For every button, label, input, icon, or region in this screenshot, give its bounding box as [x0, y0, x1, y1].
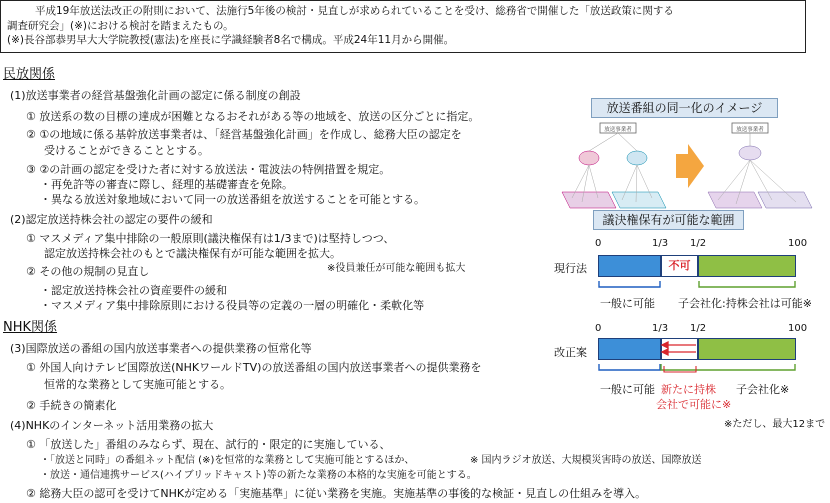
section-2-bullet-1: ・認定放送持株会社の資産要件の緩和: [40, 284, 227, 297]
section-1-item-1: ① 放送系の数の目標の達成が困難となるおそれがある等の地域を、放送の区分ごとに指定。: [26, 110, 480, 123]
area-left-a: [562, 192, 616, 208]
row-2-bar-general: [598, 338, 661, 360]
section-4-item-1: ① 「放送した」番組のみならず、現在、試行的・限定的に実施している、: [26, 438, 391, 451]
area-left-b: [612, 192, 666, 208]
arrow-icon: [676, 144, 704, 188]
intro-line-1: 平成19年放送法改正の附則において、法施行5年後の検討・見直しが求められていることを受け、総務省で開催した「放送政策に関する: [35, 5, 674, 17]
panel-1-title: 放送番組の同一化のイメージ: [591, 98, 778, 118]
heading-nhk: NHK関係: [3, 320, 58, 335]
section-2-item-1b: 認定放送持株会社のもとで議決権保有が可能な範囲を拡大。: [44, 247, 341, 260]
section-1-title: (1)放送事業者の経営基盤強化計画の認定に係る制度の創設: [10, 89, 301, 102]
row-2-bar-subsidiary: [698, 338, 796, 360]
area-right-b: [758, 192, 812, 208]
section-4-title: (4)NHKのインターネット活用業務の拡大: [10, 419, 214, 432]
panel-2-footnote: ※ただし、最大12まで: [724, 419, 826, 430]
row-2-under-mid-2: 会社で可能に※: [656, 398, 732, 411]
row-1-label: 現行法: [554, 262, 587, 275]
broadcaster-label-right: 放送事業者: [736, 127, 764, 133]
row-2-under-mid-1: 新たに持株: [661, 383, 716, 396]
row-1-brackets: [596, 279, 800, 291]
row-2-under-right: 子会社化※: [736, 383, 790, 396]
tick-100-row1: 100: [788, 238, 808, 249]
section-2-bullet-2: ・マスメディア集中排除原則における役員等の定義の一層の明確化・柔軟化等: [40, 299, 425, 312]
section-4-bullet-1: ・「放送と同時」の番組ネット配信 (※)を恒常的な業務として実施可能とするほか、: [40, 455, 415, 466]
tick-100-row2: 100: [788, 323, 808, 334]
row-2-brackets: [596, 362, 800, 374]
tick-0-row1: 0: [595, 238, 602, 249]
section-3-item-2: ② 手続きの簡素化: [26, 399, 117, 412]
row-1-bar-prohibited: [661, 255, 698, 277]
station-right: [739, 146, 761, 160]
row-1-prohibited-label: 不可: [668, 259, 691, 272]
intro-line-2: 調査研究会」(※)における検討を踏まえたもの。: [7, 19, 234, 32]
tick-1-2-row1: 1/2: [690, 238, 707, 249]
broadcaster-label-left: 放送事業者: [604, 127, 632, 133]
section-1-item-2b: 受けることができることとする。: [44, 144, 209, 157]
row-2-under-left: 一般に可能: [600, 383, 655, 396]
row-1-under-left: 一般に可能: [600, 297, 655, 310]
section-2-item-2: ② その他の規制の見直し: [26, 265, 150, 278]
heading-minpo: 民放関係: [3, 67, 56, 82]
intro-line-3: (※)長谷部恭男早大大学院教授(憲法)を座長に学識経験者8名で構成。平成24年11月から開催。: [7, 34, 455, 46]
section-1-item-2a: ② ①の地域に係る基幹放送事業者は、「経営基盤強化計画」を作成し、総務大臣の認定を: [26, 128, 462, 141]
section-2-title: (2)認定放送持株会社の認定の要件の緩和: [10, 213, 213, 226]
section-1-bullet-2: ・異なる放送対象地域において同一の放送番組を放送することを可能とする。: [40, 193, 425, 206]
section-3-title: (3)国際放送の番組の国内放送事業者への提供業務の恒常化等: [10, 342, 312, 355]
station-left-b: [627, 151, 647, 165]
row-1-under-right: 子会社化:持株会社は可能※: [678, 297, 812, 310]
section-2-item-1a: ① マスメディア集中排除の一般原則(議決権保有は1/3まで)は堅持しつつ、: [26, 232, 395, 245]
section-4-bullet-2: ・放送・通信連携サービス(ハイブリッドキャスト)等の新たな業務の本格的な実施を可能とする。: [40, 470, 477, 481]
section-3-item-1a: ① 外国人向けテレビ国際放送(NHKワールドTV)の放送番組の国内放送事業者への提供業務を: [26, 361, 482, 374]
section-4-item-2: ② 総務大臣の認可を受けてNHKが定める「実施基準」に従い業務を実施。実施基準の事後的な検証・見直しの仕組みを導入。: [26, 487, 647, 500]
intro-box: [0, 0, 806, 53]
tick-1-3-row2: 1/3: [652, 323, 669, 334]
tick-1-2-row2: 1/2: [690, 323, 707, 334]
area-right-a: [708, 192, 762, 208]
section-4-bullet-1-note: ※ 国内ラジオ放送、大規模災害時の放送、国際放送: [470, 455, 702, 466]
row-1-bar-subsidiary: [698, 255, 796, 277]
station-left-a: [579, 151, 599, 165]
section-1-bullet-1: ・再免許等の審査に際し、経理的基礎審査を免除。: [40, 178, 293, 191]
tick-0-row2: 0: [595, 323, 602, 334]
row-1-bar-general: [598, 255, 661, 277]
section-2-note: ※役員兼任が可能な範囲も拡大: [327, 263, 466, 274]
broadcast-unification-illustration: [560, 120, 818, 212]
section-3-item-1b: 恒常的な業務として実施可能とする。: [44, 378, 231, 391]
row-2-label: 改正案: [554, 346, 587, 359]
tick-1-3-row1: 1/3: [652, 238, 669, 249]
section-1-item-3: ③ ②の計画の認定を受けた者に対する放送法・電波法の特例措置を規定。: [26, 163, 391, 176]
row-2-arrows: [660, 338, 700, 360]
panel-2-title: 議決権保有が可能な範囲: [593, 210, 744, 230]
